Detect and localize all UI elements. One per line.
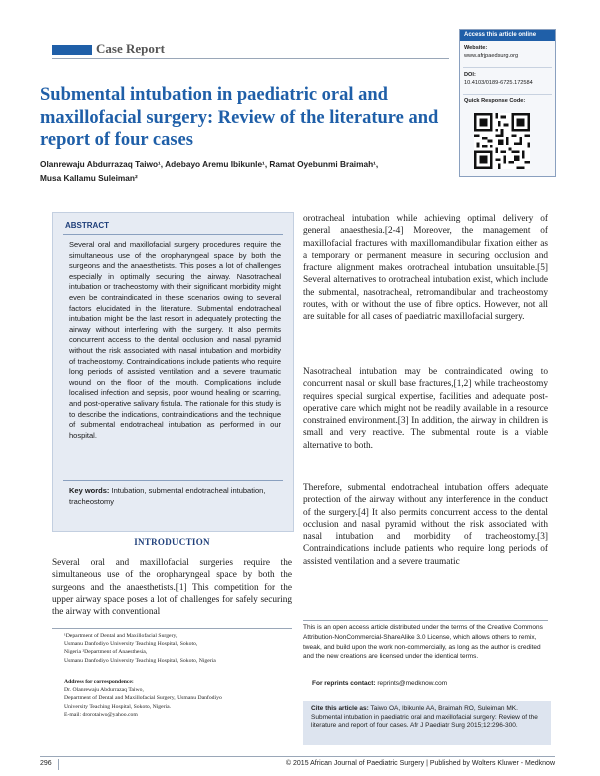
- affiliation-line: Usmanu Danfodiyo University Teaching Hospital, Sokoto,: [64, 641, 198, 648]
- page-footer: [40, 756, 555, 772]
- doi-value[interactable]: 10.4103/0189-6725.172584: [464, 80, 533, 86]
- article-title: Submental intubation in paediatric oral and maxillofacial surgery: Review of the literature and report of four cases: [40, 85, 439, 150]
- body-paragraph: Therefore, submental endotracheal intubation offers adequate protection of the airway without any interference in the conduct of the surgery.[4] It also permits concurrent access to the dental occlusion and nasal pyramid without the risk associated with nasal intubation and morbidity of tracheostomy.[3] Contraindications include patients who require long periods of assisted ventilation and a severe traumatic: [303, 483, 548, 567]
- website-link[interactable]: www.afrjpaedsurg.org: [464, 53, 519, 59]
- citation-box: [303, 701, 551, 745]
- citation-body: Taiwo OA, Ibikunle AA, Braimah RO, Suleiman MK. Submental intubation in paediatric oral and maxillofacial surgery: Review of the literature and report of four cases. Afr J Paediatr Surg 2015;12:296-300.: [311, 705, 538, 730]
- sidebar-divider: [463, 67, 552, 68]
- correspondence-email[interactable]: E-mail: drorotaiwo@yahoo.com: [64, 711, 138, 718]
- keywords-label: Key words:: [69, 486, 110, 495]
- affiliation-line: Nigeria ²Department of Anaesthesia,: [64, 649, 148, 656]
- affiliation-line: ¹Department of Dental and Maxillofacial Surgery,: [64, 633, 178, 639]
- intro-heading: INTRODUCTION: [134, 537, 210, 547]
- publisher-line: © 2015 African Journal of Paediatric Surgery | Published by Wolters Kluwer - Medknow: [285, 760, 555, 767]
- qr-label: Quick Response Code:: [464, 98, 526, 104]
- access-title: Access this article online: [460, 30, 555, 41]
- reprints-label: For reprints contact:: [312, 680, 376, 687]
- abstract-divider: [63, 234, 283, 235]
- affiliation-divider: [52, 628, 292, 629]
- correspondence-line: Department of Dental and Maxillofacial Surgery, Usmanu Danfodiyo: [64, 695, 222, 702]
- keywords: [69, 486, 281, 507]
- correspondence: [64, 678, 292, 719]
- abstract-divider: [63, 480, 283, 481]
- website-label: Website:: [464, 45, 488, 51]
- reprints-contact: [312, 680, 447, 687]
- reprints-email[interactable]: reprints@medknow.com: [377, 680, 448, 687]
- citation-text: [311, 705, 545, 731]
- open-access-notice: This is an open access article distributed under the terms of the Creative Commons Attribution-NonCommercial-ShareAlike 3.0 License, which allows others to remix, tweak, and build upon the work non-commercially, as long as the author is credited and the new creations are licensed under the identical terms.: [303, 624, 543, 661]
- doi-label: DOI:: [464, 72, 476, 78]
- sidebar-divider: [463, 94, 552, 95]
- qr-code-icon[interactable]: [474, 113, 530, 169]
- citation-label: Cite this article as:: [311, 705, 369, 712]
- access-online-box: [459, 29, 556, 177]
- affiliation-line: Usmanu Danfodiyo University Teaching Hospital, Sokoto, Nigeria: [64, 657, 216, 664]
- correspondence-line: University Teaching Hospital, Sokoto, Nigeria.: [64, 703, 172, 710]
- correspondence-label: Address for correspondence:: [64, 679, 134, 685]
- abstract-box: [52, 212, 294, 532]
- correspondence-line: Dr. Olanrewaju Abdurrazaq Taiwo,: [64, 687, 144, 694]
- abstract-text: Several oral and maxillofacial surgery procedures require the simultaneous use of the oropharyngeal space by both the surgeons and the anaesthetists. This poses a lot of challenges especially in optimally securing the airway. Nasotracheal intubation or tracheostomy with their significant morbidity might even be contraindicated in these scenarios owing to several factors elucidated in the literature. Submental endotracheal intubation might be the last resort in adequately protecting the airway without interfering with the surgery. It also permits concurrent access to the dental occlusion and nasal pyramid without the risk associated with nasal intubation and morbidity of tracheostomy. Contraindications include patients who require long periods of assisted ventilation and a severe traumatic wound on the floor of the mouth. Complications include localised infection and sepsis, poor wound healing or scarring, and post-operative salivary fistula. The rationale for this study is to describe the indications, contraindications and the technique of submental endotracheal intubation as performed in our hospital.: [69, 240, 281, 440]
- body-paragraph: orotracheal intubation while achieving optimal delivery of general anaesthesia.[2-4] Moreover, the management of maxillofacial fractures with maxillomandibular fixation either as a temporary or permanent measure in securing occlusion and fracture alignment makes orotracheal intubation unsuitable.[5] Several alternatives to orotracheal intubation exist, which include the submental, nasotracheal, retromandibular and tracheostomy routes, with or without the use of fibre optics. However, not all are suitable for all cases of paediatric maxillofacial surgery.: [303, 214, 548, 323]
- header-divider: [52, 58, 449, 59]
- abstract-heading: ABSTRACT: [65, 221, 109, 230]
- author-line: Musa Kallamu Suleiman²: [40, 172, 138, 183]
- author-list: [40, 158, 452, 185]
- open-access-divider: [303, 620, 548, 621]
- intro-text: Several oral and maxillofacial surgeries require the simultaneous use of the oropharyngeal space by both the surgeons and the anaesthetists.[1] This competition for the upper airway space poses a lot of challenges for safely securing the airway with conventional: [52, 558, 292, 618]
- section-label: Case Report: [96, 41, 165, 56]
- author-line: Olanrewaju Abdurrazaq Taiwo¹, Adebayo Aremu Ibikunle¹, Ramat Oyebunmi Braimah¹,: [40, 159, 379, 169]
- section-bar: [52, 45, 92, 55]
- page-number: 296: [40, 760, 52, 767]
- affiliations: [64, 632, 292, 665]
- body-paragraph: Nasotracheal intubation may be contraindicated owing to concurrent nasal or skull base fractures,[1,2] while tracheostomy requires special surgical expertise, facilities and adequate post-operative care which might not be readily available in a resource constrained environment.[3] In addition, the airway in children is small and very reactive. The submental route is a viable alternative to both.: [303, 367, 548, 451]
- keywords-value: Intubation, submental endotracheal intubation, tracheostomy: [69, 486, 266, 506]
- footer-separator: [58, 759, 59, 770]
